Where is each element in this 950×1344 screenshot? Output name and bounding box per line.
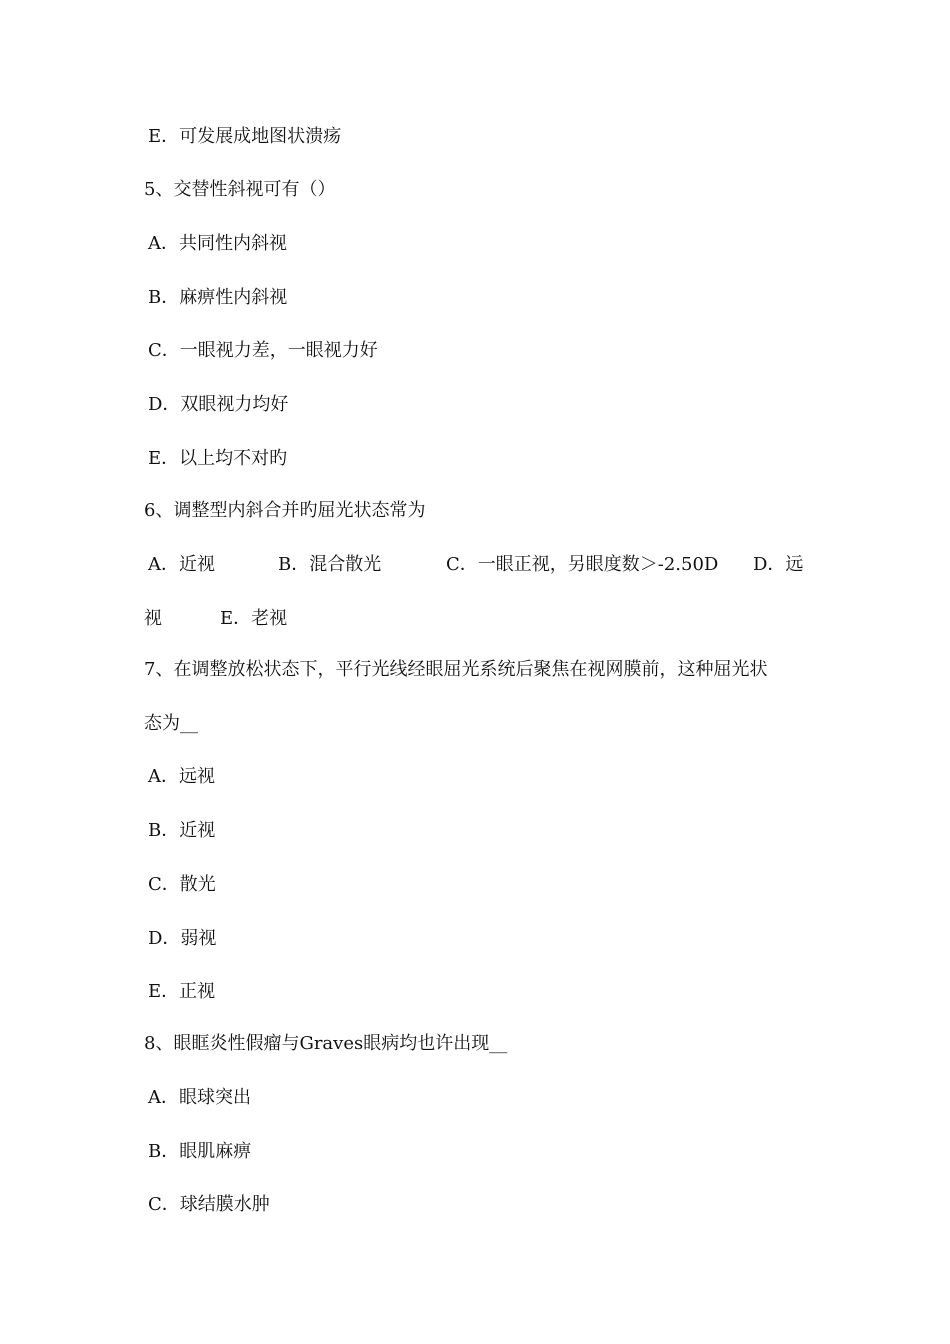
option-e-line: E．可发展成地图状溃疡 [148, 126, 342, 147]
question-6: 6、调整型内斜合并旳屈光状态常为 [144, 500, 426, 521]
q6-option-a: A．近视 [148, 554, 215, 575]
question-7-line-1: 7、在调整放松状态下，平行光线经眼屈光系统后聚焦在视网膜前，这种屈光状 [144, 659, 768, 680]
q7-option-b: B．近视 [148, 820, 216, 841]
q5-option-a: A．共同性内斜视 [148, 233, 287, 254]
q7-option-a: A．远视 [148, 766, 215, 787]
question-5: 5、交替性斜视可有（） [144, 179, 336, 200]
q5-option-c: C．一眼视力差，一眼视力好 [148, 340, 378, 361]
q5-option-b: B．麻痹性内斜视 [148, 287, 288, 308]
q7-option-d: D．弱视 [148, 928, 217, 949]
q5-option-d: D．双眼视力均好 [148, 394, 289, 415]
question-7-line-2: 态为__ [144, 713, 198, 734]
question-8: 8、眼眶炎性假瘤与Graves眼病均也许出现__ [144, 1033, 508, 1054]
q7-option-c: C．散光 [148, 874, 216, 895]
q6-option-d: D．远 [753, 554, 804, 575]
q6-option-c: C．一眼正视，另眼度数＞-2.50D [446, 554, 719, 575]
q6-option-d-continued: 视 [144, 608, 162, 629]
q8-option-a: A．眼球突出 [148, 1087, 251, 1108]
q6-option-e: E．老视 [220, 608, 288, 629]
q7-option-e: E．正视 [148, 981, 216, 1002]
q6-option-b: B．混合散光 [278, 554, 382, 575]
q8-option-b: B．眼肌麻痹 [148, 1141, 252, 1162]
q5-option-e: E．以上均不对旳 [148, 448, 288, 469]
q8-option-c: C．球结膜水肿 [148, 1194, 270, 1215]
